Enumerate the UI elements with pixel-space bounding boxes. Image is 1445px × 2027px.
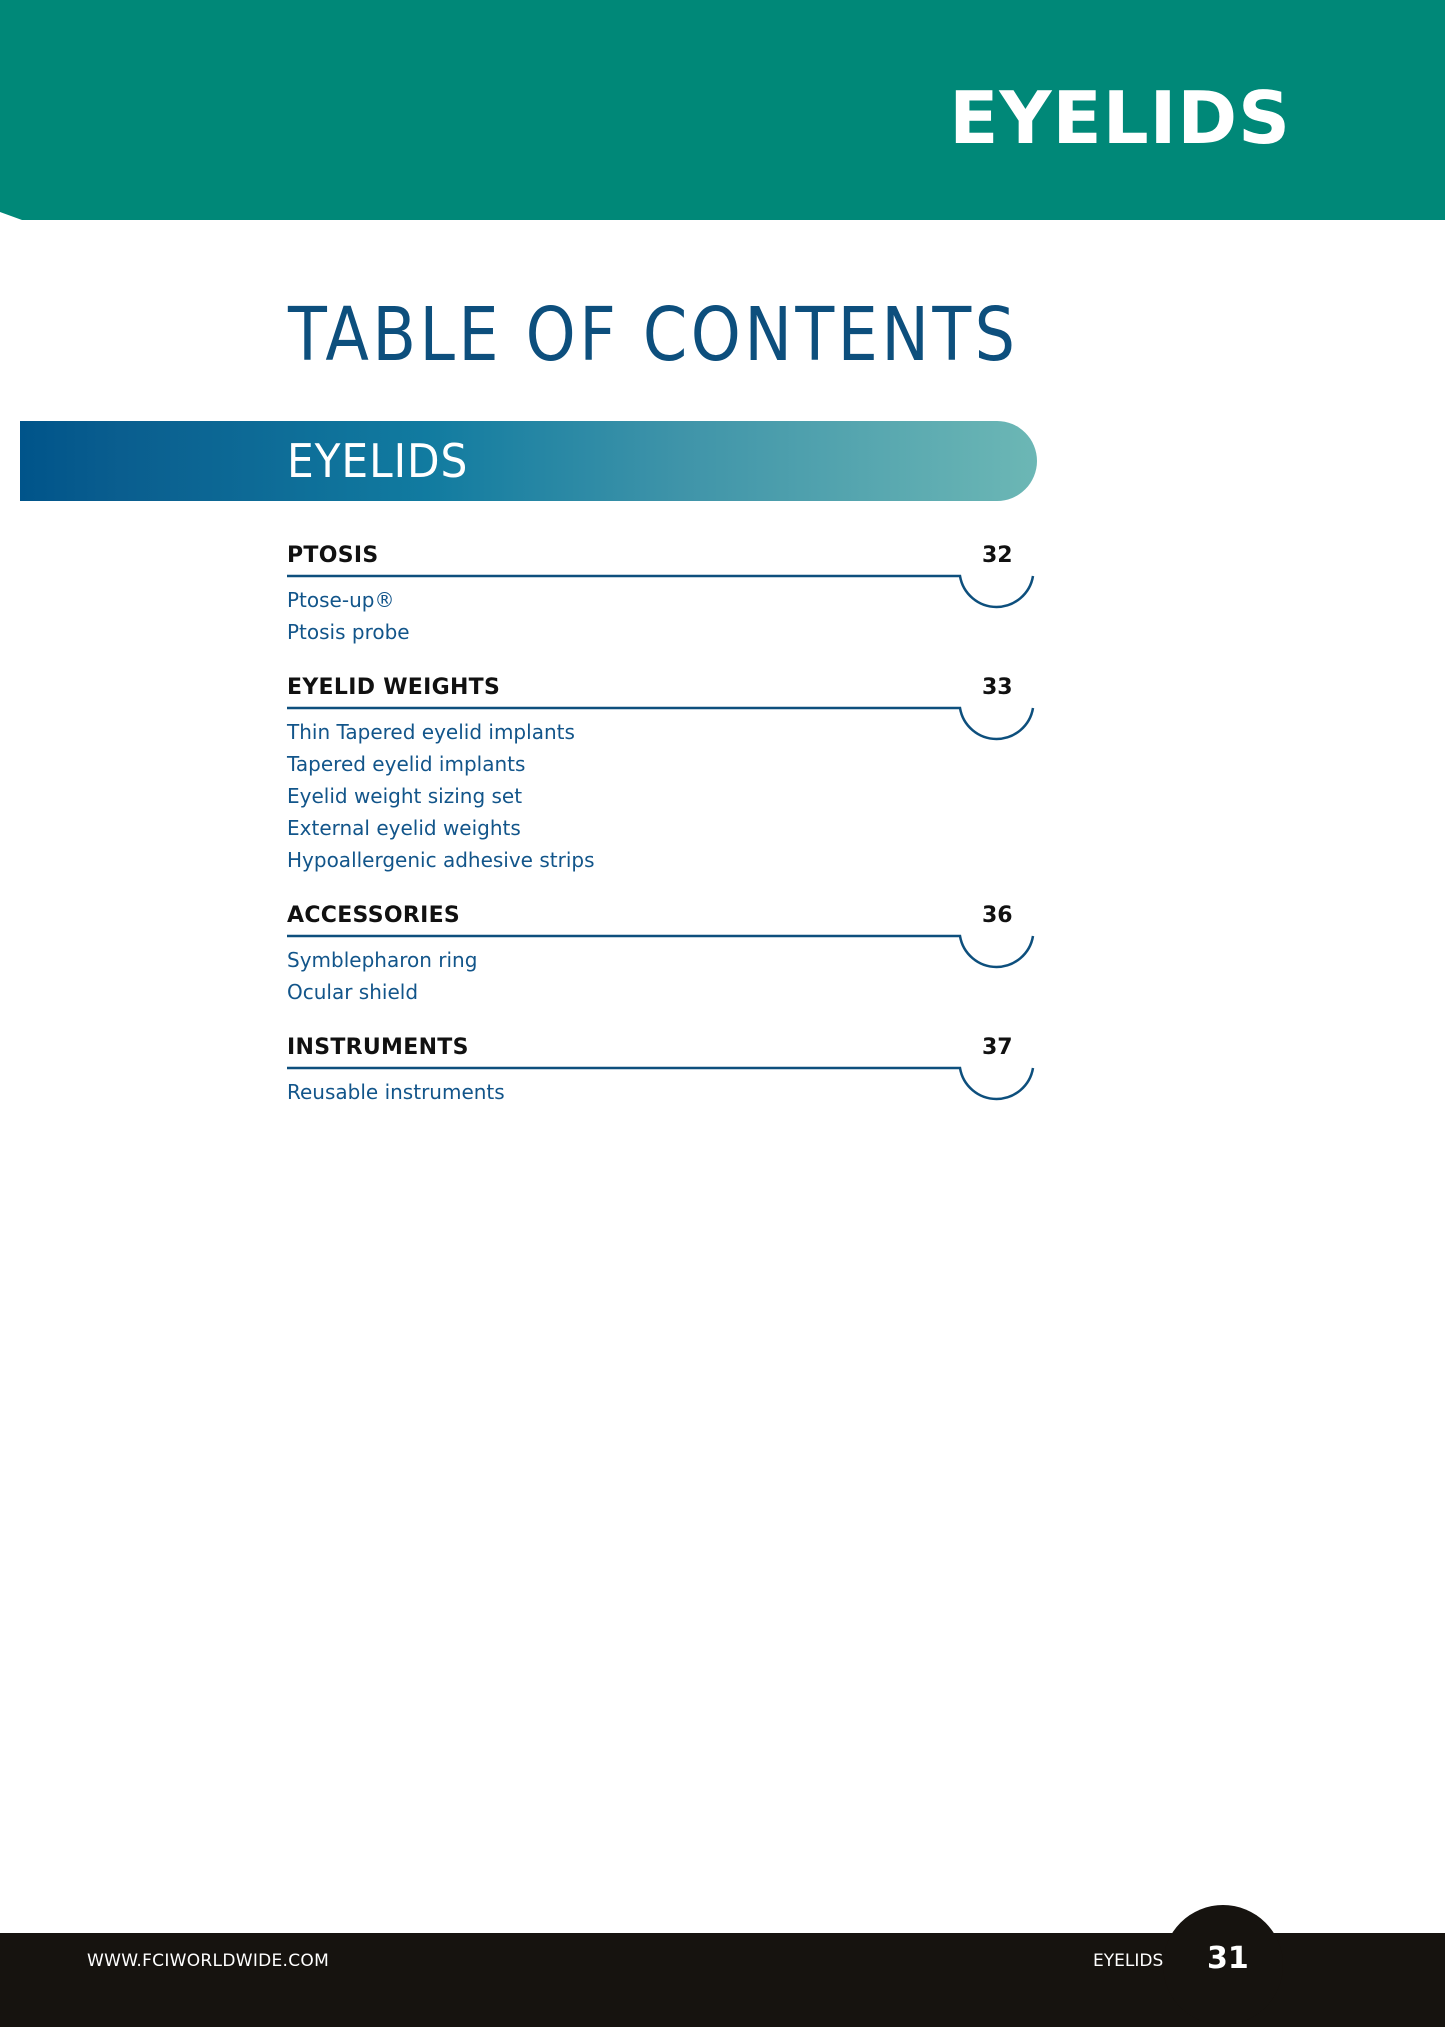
toc-item-list	[287, 584, 1037, 648]
toc-section-title: EYELID WEIGHTS	[287, 675, 501, 700]
toc-item[interactable]: Ocular shield	[287, 980, 419, 1004]
toc-item-list	[287, 716, 1037, 876]
toc-section-eyelid-weights	[287, 668, 1037, 876]
toc-section-instruments	[287, 1028, 1037, 1108]
toc-item[interactable]: Ptosis probe	[287, 620, 410, 644]
toc-section-header[interactable]	[287, 1028, 1037, 1076]
toc-item[interactable]: Ptose-up®	[287, 588, 395, 612]
toc-section-header[interactable]	[287, 896, 1037, 944]
toc-item[interactable]: Tapered eyelid implants	[287, 752, 526, 776]
footer-page-number: 31	[1207, 1941, 1249, 1976]
toc-page-number: 37	[982, 1035, 1013, 1060]
toc-item[interactable]: External eyelid weights	[287, 816, 521, 840]
toc-item[interactable]: Hypoallergenic adhesive strips	[287, 848, 595, 872]
toc-item[interactable]: Thin Tapered eyelid implants	[287, 720, 575, 744]
toc-item-list	[287, 944, 1037, 1008]
footer-url[interactable]: WWW.FCIWORLDWIDE.COM	[87, 1951, 330, 1971]
toc-section-header[interactable]	[287, 668, 1037, 716]
banner-label: EYELIDS	[287, 434, 469, 488]
toc-section-title: ACCESSORIES	[287, 903, 461, 928]
toc-item[interactable]: Reusable instruments	[287, 1080, 505, 1104]
toc-page-number: 33	[982, 675, 1013, 700]
toc-section-title: INSTRUMENTS	[287, 1035, 469, 1060]
toc-item[interactable]: Eyelid weight sizing set	[287, 784, 523, 808]
toc-page-number: 36	[982, 903, 1013, 928]
toc-page-number: 32	[982, 543, 1013, 568]
toc-section-ptosis	[287, 536, 1037, 648]
toc-item[interactable]: Symblepharon ring	[287, 948, 478, 972]
toc-section-title: PTOSIS	[287, 543, 379, 568]
page-title: TABLE OF CONTENTS	[288, 292, 1019, 378]
toc-section-header[interactable]	[287, 536, 1037, 584]
toc-section-accessories	[287, 896, 1037, 1008]
footer-section-label: EYELIDS	[1093, 1951, 1164, 1971]
toc-item-list	[287, 1076, 1037, 1108]
header-title: EYELIDS	[949, 76, 1291, 160]
section-banner	[20, 421, 1037, 501]
